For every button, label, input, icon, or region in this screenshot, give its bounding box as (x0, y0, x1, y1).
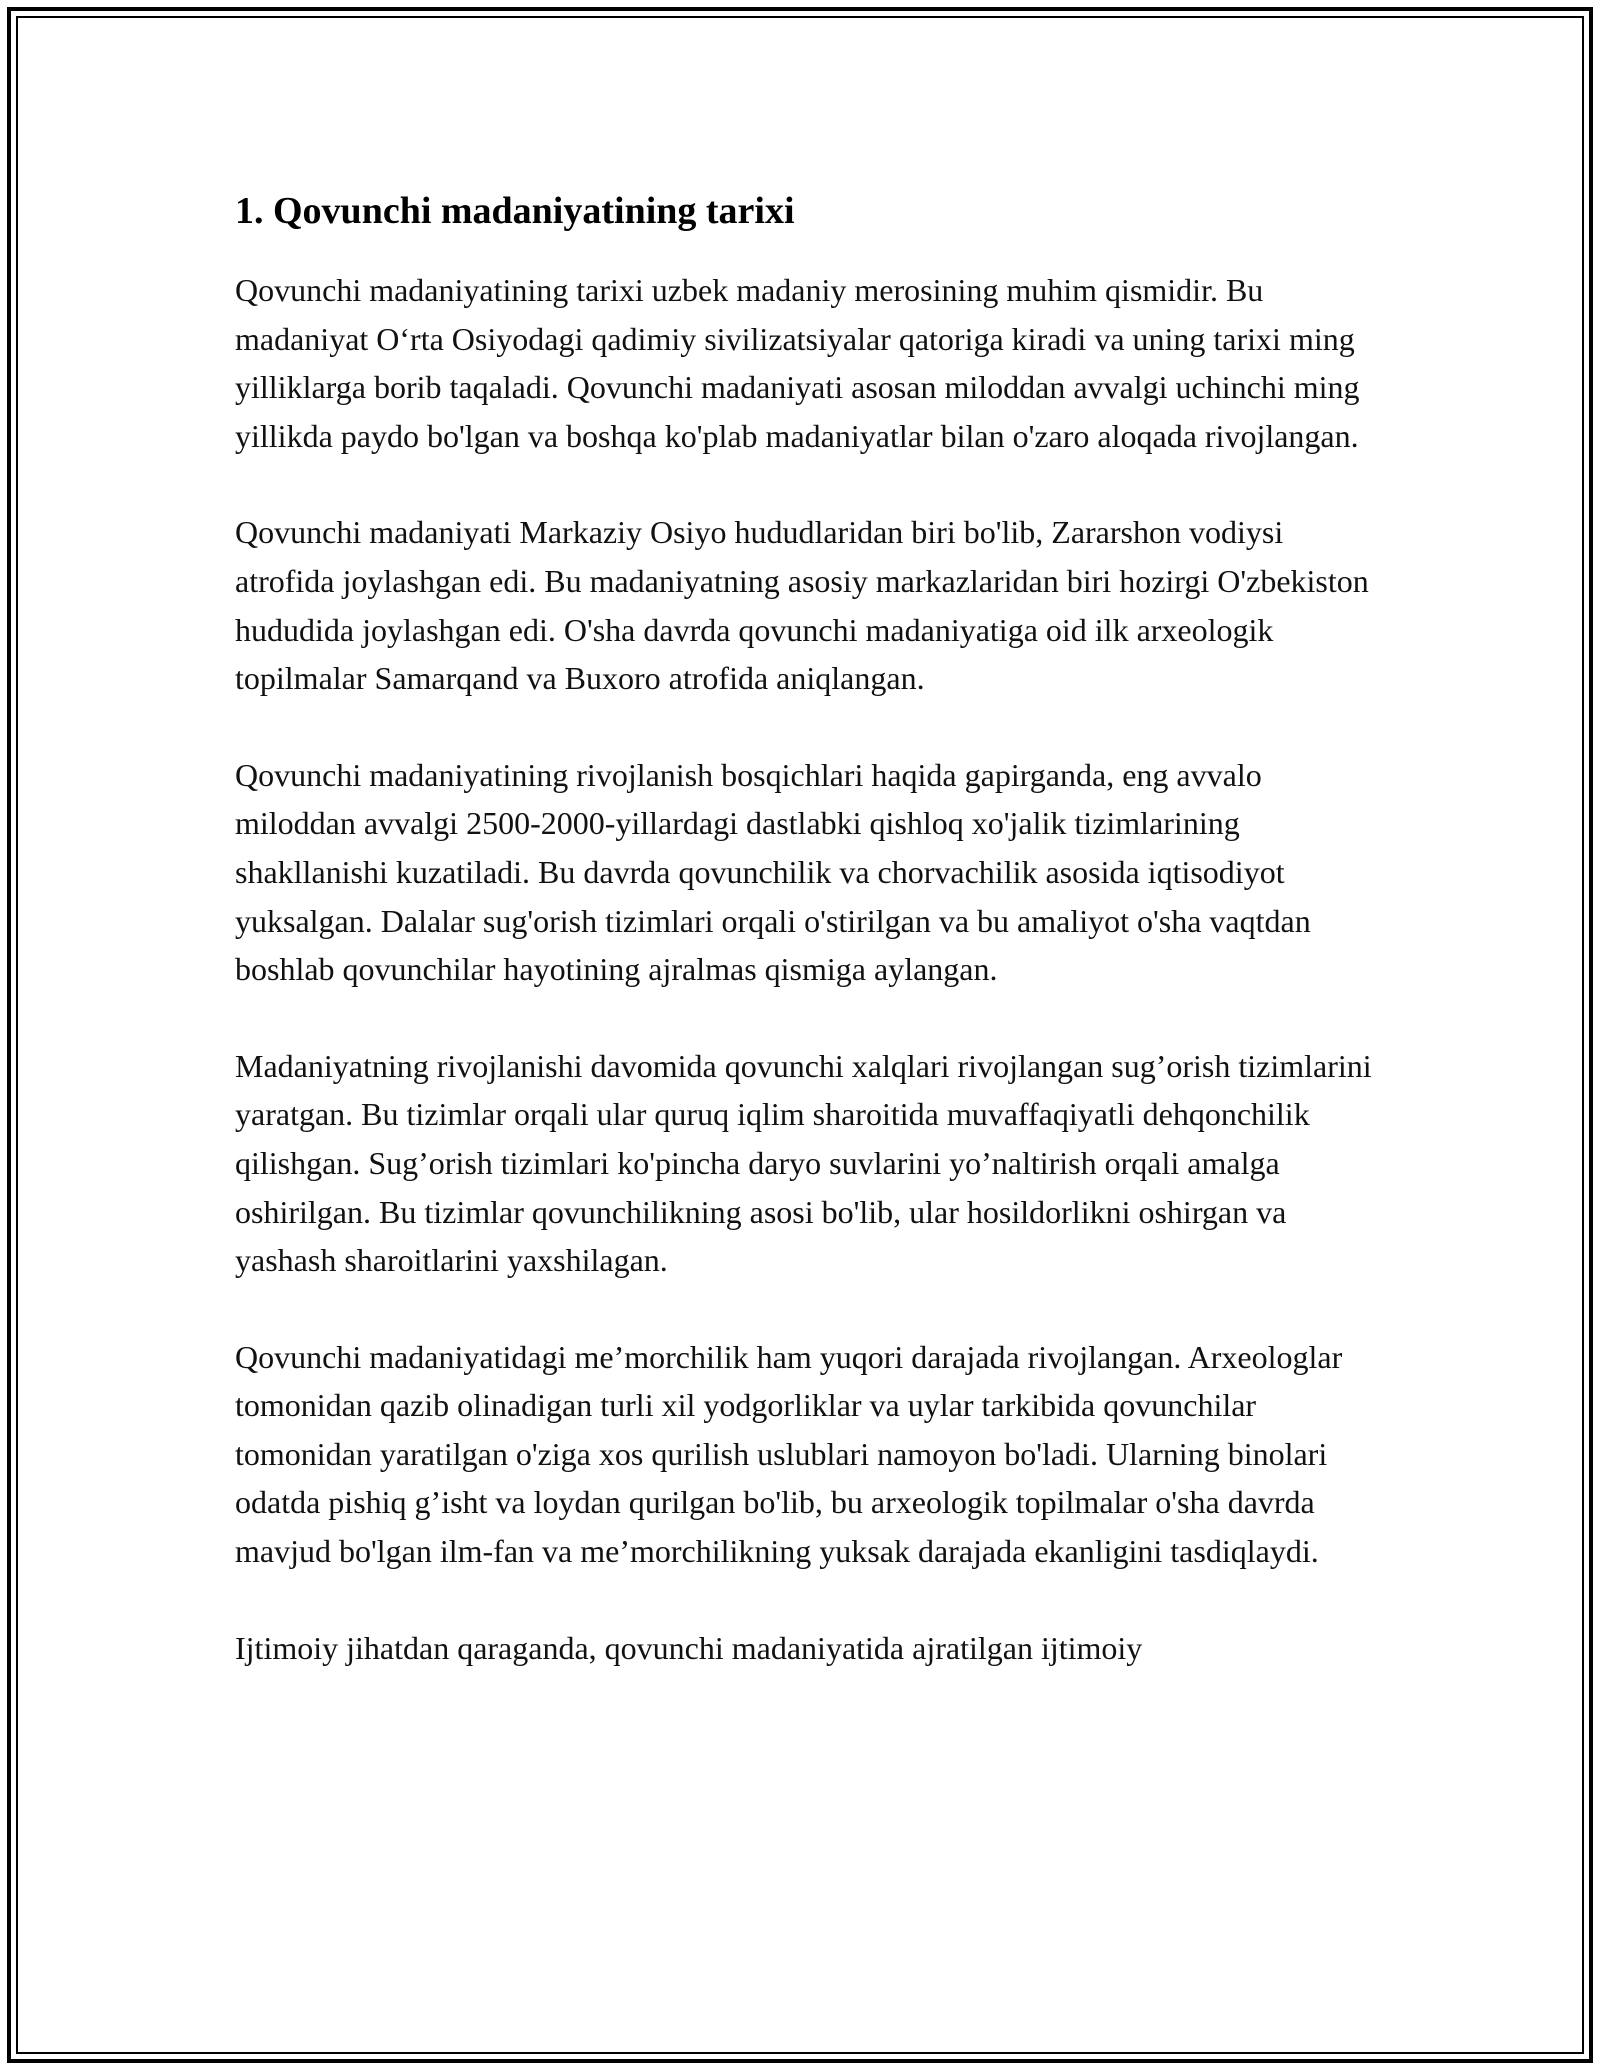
paragraph-geography: Qovunchi madaniyati Markaziy Osiyo hududlaridan biri bo'lib, Zararshon vodiysi atrofida joylashgan edi. Bu madaniyatning asosiy markazlaridan biri hozirgi O'zbekiston hududida joylashgan edi. O'sha davrda qovunchi madaniyatiga oid ilk arxeologik topilmalar Samarqand va Buxoro atrofida aniqlangan. (235, 514, 1369, 697)
paragraph-irrigation: Madaniyatning rivojlanishi davomida qovunchi xalqlari rivojlangan sug’orish tizimlarini yaratgan. Bu tizimlar orqali ular quruq iqlim sharoitida muvaffaqiyatli dehqonchilik qilishgan. Sug’orish tizimlari ko'pincha daryo suvlarini yo’naltirish orqali amalga oshirilgan. Bu tizimlar qovunchilikning asosi bo'lib, ular hosildorlikni oshirgan va yashash sharoitlarini yaxshilagan. (235, 1047, 1372, 1279)
document-body (235, 186, 1375, 1720)
paragraph-history-intro: Qovunchi madaniyatining tarixi uzbek madaniy merosining muhim qismidir. Bu madaniyat O‘rta Osiyodagi qadimiy sivilizatsiyalar qatoriga kiradi va uning tarixi ming yilliklarga borib taqaladi. Qovunchi madaniyati asosan miloddan avvalgi uchinchi ming yillikda paydo bo'lgan va boshqa ko'plab madaniyatlar bilan o'zaro aloqada rivojlangan. (235, 272, 1360, 454)
section-title: 1. Qovunchi madaniyatining tarixi (235, 190, 795, 232)
paragraph-development-stages: Qovunchi madaniyatining rivojlanish bosqichlari haqida gapirganda, eng avvalo miloddan avvalgi 2500-2000-yillardagi dastlabki qishloq xo'jalik tizimlarining shakllanishi kuzatiladi. Bu davrda qovunchilik va chorvachilik asosida iqtisodiyot yuksalgan. Dalalar sug'orish tizimlari orqali o'stirilgan va bu amaliyot o'sha vaqtdan boshlab qovunchilar hayotining ajralmas qismiga aylangan. (235, 756, 1311, 988)
paragraph-social: Ijtimoiy jihatdan qaraganda, qovunchi madaniyatida ajratilgan ijtimoiy (235, 1629, 1143, 1666)
paragraph-architecture: Qovunchi madaniyatidagi me’morchilik ham yuqori darajada rivojlangan. Arxeologlar tomonidan qazib olinadigan turli xil yodgorliklar va uylar tarkibida qovunchilar tomonidan yaratilgan o'ziga xos qurilish uslublari namoyon bo'ladi. Ularning binolari odatda pishiq g’isht va loydan qurilgan bo'lib, bu arxeologik topilmalar o'sha davrda mavjud bo'lgan ilm-fan va me’morchilikning yuksak darajada ekanligini tasdiqlaydi. (235, 1338, 1343, 1570)
